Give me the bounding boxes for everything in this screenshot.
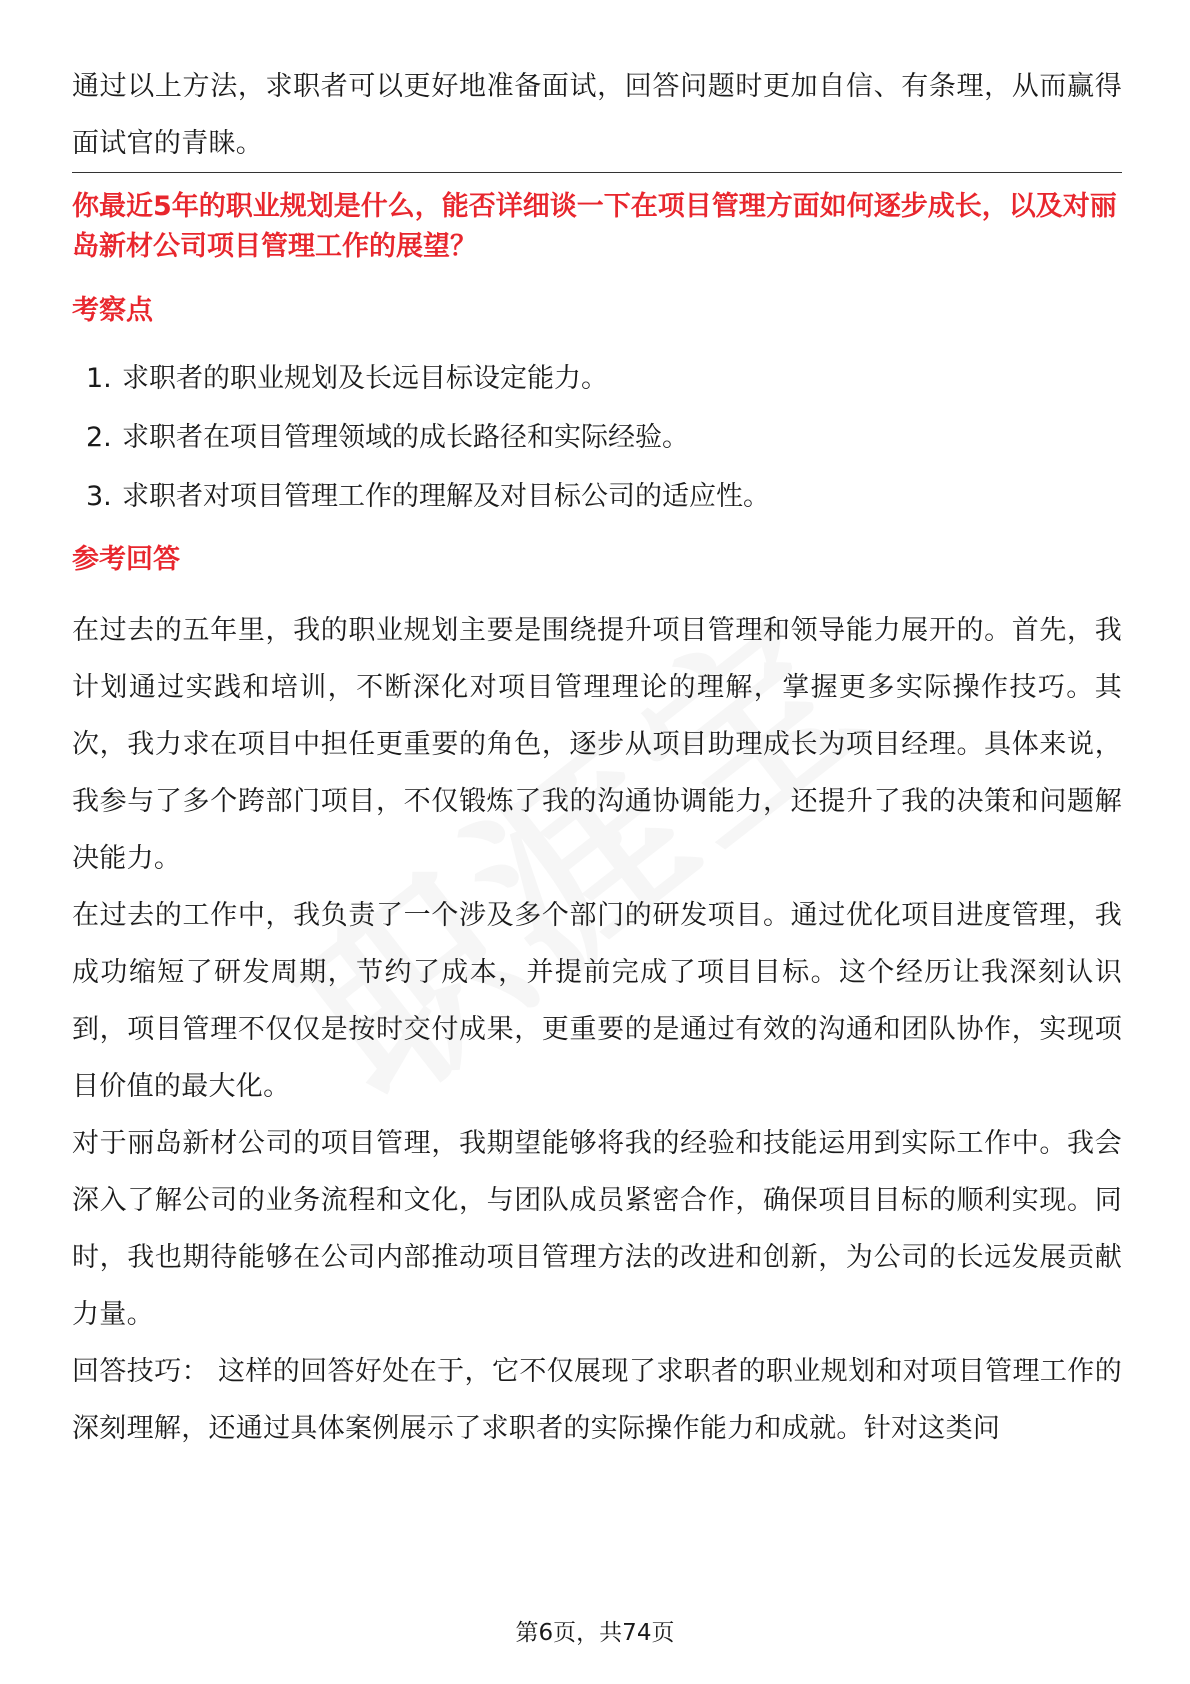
list-item-text: 求职者对项目管理工作的理解及对目标公司的适应性。 — [122, 481, 770, 512]
page-number-footer: 第6页，共74页 — [515, 1620, 675, 1646]
list-item-number: 2. — [86, 422, 112, 453]
answer-paragraph-2: 在过去的工作中，我负责了一个涉及多个部门的研发项目。通过优化项目进度管理，我成功缩短了研发周期，节约了成本，并提前完成了项目目标。这个经历让我深刻认识到，项目管理不仅仅是按时交付成果，更重要的是通过有效的沟通和团队协作，实现项目价值的最大化。 — [72, 900, 1122, 1102]
list-item-number: 1. — [86, 363, 112, 394]
question-title: 你最近5年的职业规划是什么，能否详细谈一下在项目管理方面如何逐步成长，以及对丽岛新材公司项目管理工作的展望？ — [72, 191, 1117, 262]
answer-heading: 参考回答 — [72, 544, 180, 575]
answer-paragraph-1: 在过去的五年里，我的职业规划主要是围绕提升项目管理和领导能力展开的。首先，我计划通过实践和培训，不断深化对项目管理理论的理解，掌握更多实际操作技巧。其次，我力求在项目中担任更重要的角色，逐步从项目助理成长为项目经理。具体来说，我参与了多个跨部门项目，不仅锻炼了我的沟通协调能力，还提升了我的决策和问题解决能力。 — [72, 615, 1122, 874]
list-item-text: 求职者的职业规划及长远目标设定能力。 — [122, 363, 608, 394]
section-divider — [72, 172, 1122, 173]
list-item — [72, 349, 1122, 408]
list-item — [72, 408, 1122, 467]
list-item — [72, 467, 1122, 526]
page-content — [72, 58, 1122, 1457]
answer-paragraph-3: 对于丽岛新材公司的项目管理，我期望能够将我的经验和技能运用到实际工作中。我会深入了解公司的业务流程和文化，与团队成员紧密合作，确保项目目标的顺利实现。同时，我也期待能够在公司内部推动项目管理方法的改进和创新，为公司的长远发展贡献力量。 — [72, 1128, 1122, 1330]
intro-paragraph: 通过以上方法，求职者可以更好地准备面试，回答问题时更加自信、有条理，从而赢得面试官的青睐。 — [72, 71, 1122, 159]
answer-tip-paragraph: 回答技巧： 这样的回答好处在于，它不仅展现了求职者的职业规划和对项目管理工作的深刻理解，还通过具体案例展示了求职者的实际操作能力和成就。针对这类问 — [72, 1356, 1122, 1444]
list-item-text: 求职者在项目管理领域的成长路径和实际经验。 — [122, 422, 689, 453]
examination-heading: 考察点 — [72, 295, 153, 326]
list-item-number: 3. — [86, 481, 112, 512]
examination-points-list — [72, 349, 1122, 526]
